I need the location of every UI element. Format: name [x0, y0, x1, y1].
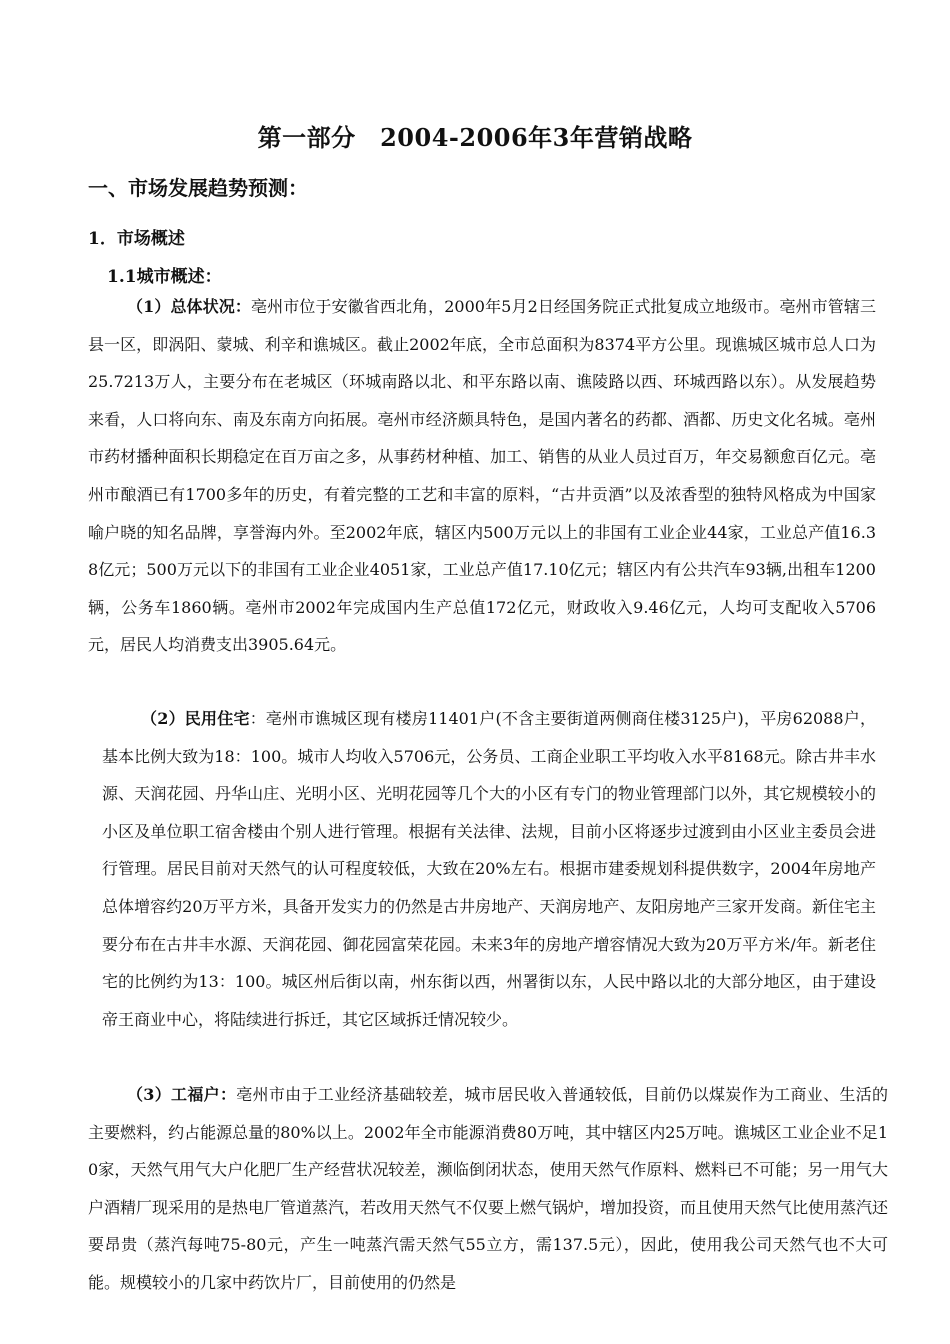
document-title: 第一部分 2004-2006年3年营销战略: [257, 123, 693, 152]
paragraph-residential: [102, 700, 876, 1038]
subsection-heading: 1．市场概述: [88, 229, 185, 249]
paragraph-lead: （2）民用住宅: [141, 709, 250, 728]
paragraph-lead: （1）总体状况：: [127, 297, 251, 316]
paragraph-text: 亳州市由于工业经济基础较差，城市居民收入普通较低，目前仍以煤炭作为工商业、生活的主要燃料，约占能源总量的80%以上。2002年全市能源消费80万吨，其中辖区内25万吨。谯城区工业企业不足10家，天然气用气大户化肥厂生产经营状况较差，濒临倒闭状态，使用天然气作原料、燃料已不可能；另一用气大户酒精厂现采用的是热电厂管道蒸汽，若改用天然气不仅要上燃气锅炉，增加投资，而且使用天然气比使用蒸汽还要昂贵（蒸汽每吨75-80元，产生一吨蒸汽需天然气55立方，需137.5元），因此，使用我公司天然气也不大可能。规模较小的几家中药饮片厂，目前使用的仍然是: [88, 1085, 889, 1292]
paragraph-industrial: [88, 1076, 888, 1302]
section-heading: 一、市场发展趋势预测：: [88, 176, 308, 200]
paragraph-text: 亳州市位于安徽省西北角，2000年5月2日经国务院正式批复成立地级市。亳州市管辖三县一区，即涡阳、蒙城、利辛和谯城区。截止2002年底，全市总面积为8374平方公里。现谯城区城市总人口为25.7213万人，主要分布在老城区（环城南路以北、和平东路以南、谯陵路以西、环城西路以东）。从发展趋势来看，人口将向东、南及东南方向拓展。亳州市经济颇具特色，是国内著名的药都、酒都、历史文化名城。亳州市药材播种面积长期稳定在百万亩之多，从事药材种植、加工、销售的从业人员过百万，年交易额愈百亿元。亳州市酿酒已有1700多年的历史，有着完整的工艺和丰富的原料，“古井贡酒”以及浓香型的独特风格成为中国家喻户晓的知名品牌，享誉海内外。至2002年底，辖区内500万元以上的非国有工业企业44家，工业总产值16.38亿元；500万元以下的非国有工业企业4051家，工业总产值17.10亿元；辖区内有公共汽车93辆,出租车1200辆，公务车1860辆。亳州市2002年完成国内生产总值172亿元，财政收入9.46亿元，人均可支配收入5706元，居民人均消费支出3905.64元。: [88, 297, 876, 655]
paragraph-overall-status: [88, 288, 876, 664]
paragraph-lead: （3）工福户：: [127, 1085, 237, 1104]
paragraph-text: ：亳州市谯城区现有楼房11401户(不含主要街道两侧商住楼3125户)，平房62088户，基本比例大致为18：100。城市人均收入5706元，公务员、工商企业职工平均收入水平8168元。除古井丰水源、天润花园、丹华山庄、光明小区、光明花园等几个大的小区有专门的物业管理部门以外，其它规模较小的小区及单位职工宿舍楼由个别人进行管理。根据有关法律、法规，目前小区将逐步过渡到由小区业主委员会进行管理。居民目前对天然气的认可程度较低，大致在20%左右。根据市建委规划科提供数字，2004年房地产总体增容约20万平方米，具备开发实力的仍然是古井房地产、天润房地产、友阳房地产三家开发商。新住宅主要分布在古井丰水源、天润花园、御花园富荣花园。未来3年的房地产增容情况大致为20万平方米/年。新老住宅的比例约为13：100。城区州后街以南，州东街以西，州署街以东，人民中路以北的大部分地区，由于建设帝王商业中心，将陆续进行拆迁，其它区域拆迁情况较少。: [102, 709, 876, 1029]
subsubsection-heading: 1.1城市概述：: [107, 267, 222, 287]
